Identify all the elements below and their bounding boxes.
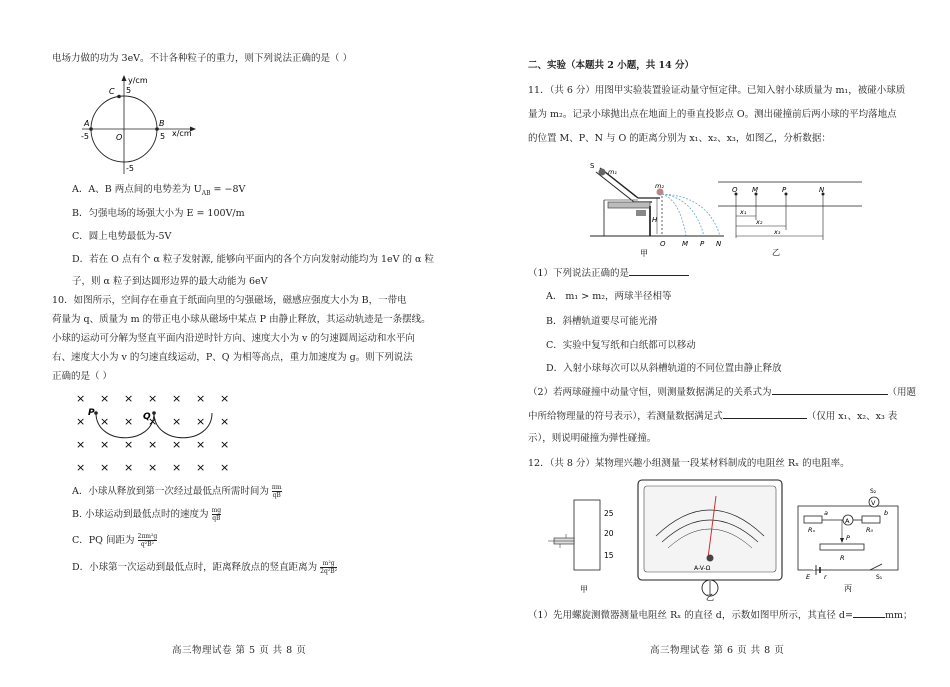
- collision-apparatus-diagram: [590, 158, 725, 258]
- q11-elastic-blank: [723, 408, 807, 419]
- x2-label: x₂: [756, 218, 763, 226]
- tick-left: -5: [81, 132, 89, 141]
- scale-25: 25: [604, 509, 614, 518]
- field-cross-mark: ×: [100, 461, 110, 474]
- field-cross-mark: ×: [100, 438, 110, 451]
- scale-15: 15: [604, 551, 614, 560]
- field-cross-mark: ×: [172, 438, 182, 451]
- q11-option-c: C．实验中复写纸和白纸都可以移动: [546, 340, 696, 351]
- point-c-label: C: [109, 87, 115, 96]
- field-cross-mark: ×: [76, 438, 86, 451]
- q12-part1: （1）先用螺旋测微器测量电阻丝 Rₓ 的直径 d，示数如图甲所示，其直径 d= mm；: [528, 607, 912, 623]
- q11-part2-line1: （2）若两球碰撞中动量守恒，则测量数据满足的关系式为 （用题: [528, 384, 916, 400]
- tick-bottom: -5: [126, 164, 134, 173]
- q11-option-b: B．斜槽轨道要尽可能光滑: [546, 316, 658, 327]
- section-heading: 二、实验（本题共 2 小题，共 14 分）: [528, 60, 695, 71]
- m-label: M: [682, 240, 689, 248]
- field-cross-mark: ×: [148, 461, 158, 474]
- point-a-label: A: [84, 119, 90, 128]
- point-b-label: B: [159, 119, 165, 128]
- field-cross-mark: ×: [76, 415, 86, 428]
- caption-jia-2: 甲: [580, 585, 588, 594]
- field-cross-mark: ×: [124, 438, 134, 451]
- field-cross-mark: ×: [124, 461, 134, 474]
- circuit-diagram: [790, 488, 910, 594]
- caption-bing: 丙: [844, 584, 852, 593]
- x3-label: x₃: [774, 228, 781, 236]
- field-cross-mark: ×: [220, 438, 230, 451]
- node-a-label: a: [824, 509, 828, 517]
- field-cross-mark: ×: [196, 438, 206, 451]
- tick-top: 5: [126, 86, 132, 95]
- field-cross-mark: ×: [172, 415, 182, 428]
- q9-option-b: B．匀强电场的场强大小为 E = 100V/m: [72, 208, 245, 219]
- voltmeter-symbol: V: [871, 499, 876, 507]
- ammeter-symbol: A: [845, 517, 850, 525]
- q11-part2-line2: 中所给物理量的符号表示），若测量数据满足式 （仅用 x₁、x₂、x₃ 表: [528, 408, 897, 424]
- q11-option-d: D．入射小球每次可以从斜槽轨道的不同位置由静止释放: [546, 363, 782, 374]
- page-footer-left: 高三物理试卷 第 5 页 共 8 页: [172, 645, 307, 656]
- q11-part2-line3: 示），则说明碰撞为弹性碰撞。: [528, 433, 657, 444]
- fraction-b: $\frac{mg}{qB}$: [211, 507, 222, 522]
- field-cross-mark: ×: [76, 392, 86, 405]
- height-label: H: [652, 216, 658, 224]
- ruler-p: P: [782, 186, 787, 194]
- q11-line-2: 量为 m₂。记录小球抛出点在地面上的垂直投影点 O。测出碰撞前后两小球的平均落地点: [528, 109, 897, 120]
- fraction-d: $\frac{\text{m²g}}{\text{2q²B²}}$: [320, 560, 338, 575]
- p-label: P: [700, 240, 705, 248]
- q10-option-c: C．PQ 间距为 $\frac{\text{2πm²g}}{\text{q²B²}}$: [72, 533, 158, 548]
- field-cross-mark: ×: [172, 461, 182, 474]
- micrometer-diagram: [546, 496, 630, 598]
- field-cross-mark: ×: [220, 461, 230, 474]
- field-cross-mark: ×: [196, 415, 206, 428]
- slider-p-label: P: [846, 534, 850, 542]
- field-cross-mark: ×: [76, 461, 86, 474]
- point-p-label: P: [88, 408, 95, 418]
- field-cross-mark: ×: [100, 392, 110, 405]
- q11-relation-blank: [772, 384, 888, 395]
- q10-line-1: 10．如图所示，空间存在垂直于纸面向里的匀强磁场，磁感应强度大小为 B，一带电: [52, 295, 407, 306]
- o-label: O: [660, 240, 666, 248]
- q9-option-a: A．A、B 两点间的电势差为 $U_{AB} = -8V$: [72, 184, 246, 197]
- field-cross-mark: ×: [124, 392, 134, 405]
- field-cross-mark: ×: [220, 415, 230, 428]
- fraction-c: $\frac{\text{2πm²g}}{\text{q²B²}}$: [137, 533, 158, 548]
- meter-label: A-V-Ω: [694, 565, 711, 572]
- left-page: [52, 0, 472, 687]
- rheostat-label: R: [840, 554, 845, 562]
- ruler-o: O: [732, 186, 738, 194]
- field-cross-mark: ×: [100, 415, 110, 428]
- right-page: [528, 0, 920, 687]
- field-cross-mark: ×: [196, 392, 206, 405]
- field-cross-mark: ×: [124, 415, 134, 428]
- rx-label: Rₓ: [808, 526, 816, 534]
- q10-line-2: 荷量为 q、质量为 m 的带正电小球从磁场中某点 P 由静止释放，其运动轨迹是一条摆线。: [52, 314, 431, 325]
- field-cross-mark: ×: [196, 461, 206, 474]
- q11-part1: （1）下列说法正确的是: [528, 265, 689, 281]
- circle-field-diagram: [74, 74, 219, 176]
- field-cross-mark: ×: [148, 415, 158, 428]
- page-footer-right: 高三物理试卷 第 6 页 共 8 页: [650, 645, 785, 656]
- caption-yi: 乙: [772, 248, 780, 257]
- y-axis-label: y/cm: [128, 76, 148, 85]
- s1-label: S: [590, 162, 595, 170]
- q11-option-a: A． m₁ > m₂，两球半径相等: [546, 291, 672, 302]
- field-cross-mark: ×: [148, 392, 158, 405]
- q10-option-a: A．小球从释放到第一次经过最低点所需时间为 $\frac{\pi m}{qB}$: [72, 484, 282, 499]
- q12-text: 12．（共 8 分）某物理兴趣小组测量一段某材料制成的电阻丝 Rₓ 的电阻率。: [528, 458, 850, 469]
- q10-line-3: 小球的运动可分解为竖直平面内沿逆时针方向、速度大小为 v 的匀速圆周运动和水平向: [52, 333, 415, 344]
- ruler-n: N: [819, 186, 825, 194]
- s2-label: S₂: [870, 488, 877, 495]
- q9-intro-text: 电场力做的功为 3eV。不计各种粒子的重力，则下列说法正确的是（ ）: [52, 53, 353, 64]
- q10-option-b: B. 小球运动到最低点时的速度为 $\frac{mg}{qB}$: [72, 507, 222, 522]
- tick-right: 5: [160, 132, 166, 141]
- multimeter-diagram: [636, 478, 784, 602]
- node-b-label: b: [884, 509, 889, 517]
- point-q-label: Q: [143, 412, 151, 422]
- q11-part1-answer-blank: [629, 265, 689, 276]
- caption-yi-2: 乙: [706, 593, 714, 602]
- ruler-m: M: [752, 186, 759, 194]
- field-cross-mark: ×: [220, 392, 230, 405]
- origin-label: O: [116, 133, 123, 142]
- s1-switch-label: S₁: [876, 574, 883, 581]
- m1-label: m₁: [608, 168, 617, 176]
- q10-line-4: 右、速度大小为 v 的匀速直线运动，P、Q 为相等高点，重力加速度为 g。则下列说法: [52, 352, 413, 363]
- m2-label: m₂: [655, 182, 664, 190]
- q9-option-d-line1: D．若在 O 点有个 α 粒子发射源, 能够向平面内的各个方向发射动能均为 1eV 的 α 粒: [72, 254, 434, 265]
- r0-label: R₀: [866, 526, 874, 534]
- q9-option-d-line2: 子，则 α 粒子到达圆形边界的最大动能为 6eV: [72, 276, 268, 287]
- scale-20: 20: [604, 529, 614, 538]
- q11-line-1: 11．（共 6 分）用图甲实验装置验证动量守恒定律。已知入射小球质量为 m₁，被碰小球质: [528, 85, 906, 96]
- magnetic-field-diagram: [66, 388, 251, 478]
- caption-jia: 甲: [640, 249, 648, 258]
- q10-line-5: 正确的是（ ）: [52, 371, 113, 382]
- x1-label: x₁: [740, 208, 747, 216]
- internal-r-label: r: [824, 573, 827, 581]
- n-label: N: [716, 240, 722, 248]
- emf-label: E: [806, 573, 811, 581]
- q11-line-3: 的位置 M、P、N 与 O 的距离分别为 x₁、x₂、x₃，如图乙，分析数据：: [528, 133, 831, 144]
- diameter-answer-blank: [853, 607, 885, 618]
- field-cross-mark: ×: [172, 392, 182, 405]
- q9-option-c: C．圆上电势最低为-5V: [72, 231, 172, 242]
- fraction-a: $\frac{\pi m}{qB}$: [271, 484, 282, 499]
- q10-option-d: D．小球第一次运动到最低点时，距离释放点的竖直距离为 $\frac{\text{m²g}}{\text{2q²B²}}$: [72, 560, 338, 575]
- landing-distance-diagram: [716, 176, 866, 258]
- x-axis-label: x/cm: [172, 129, 192, 138]
- field-cross-mark: ×: [148, 438, 158, 451]
